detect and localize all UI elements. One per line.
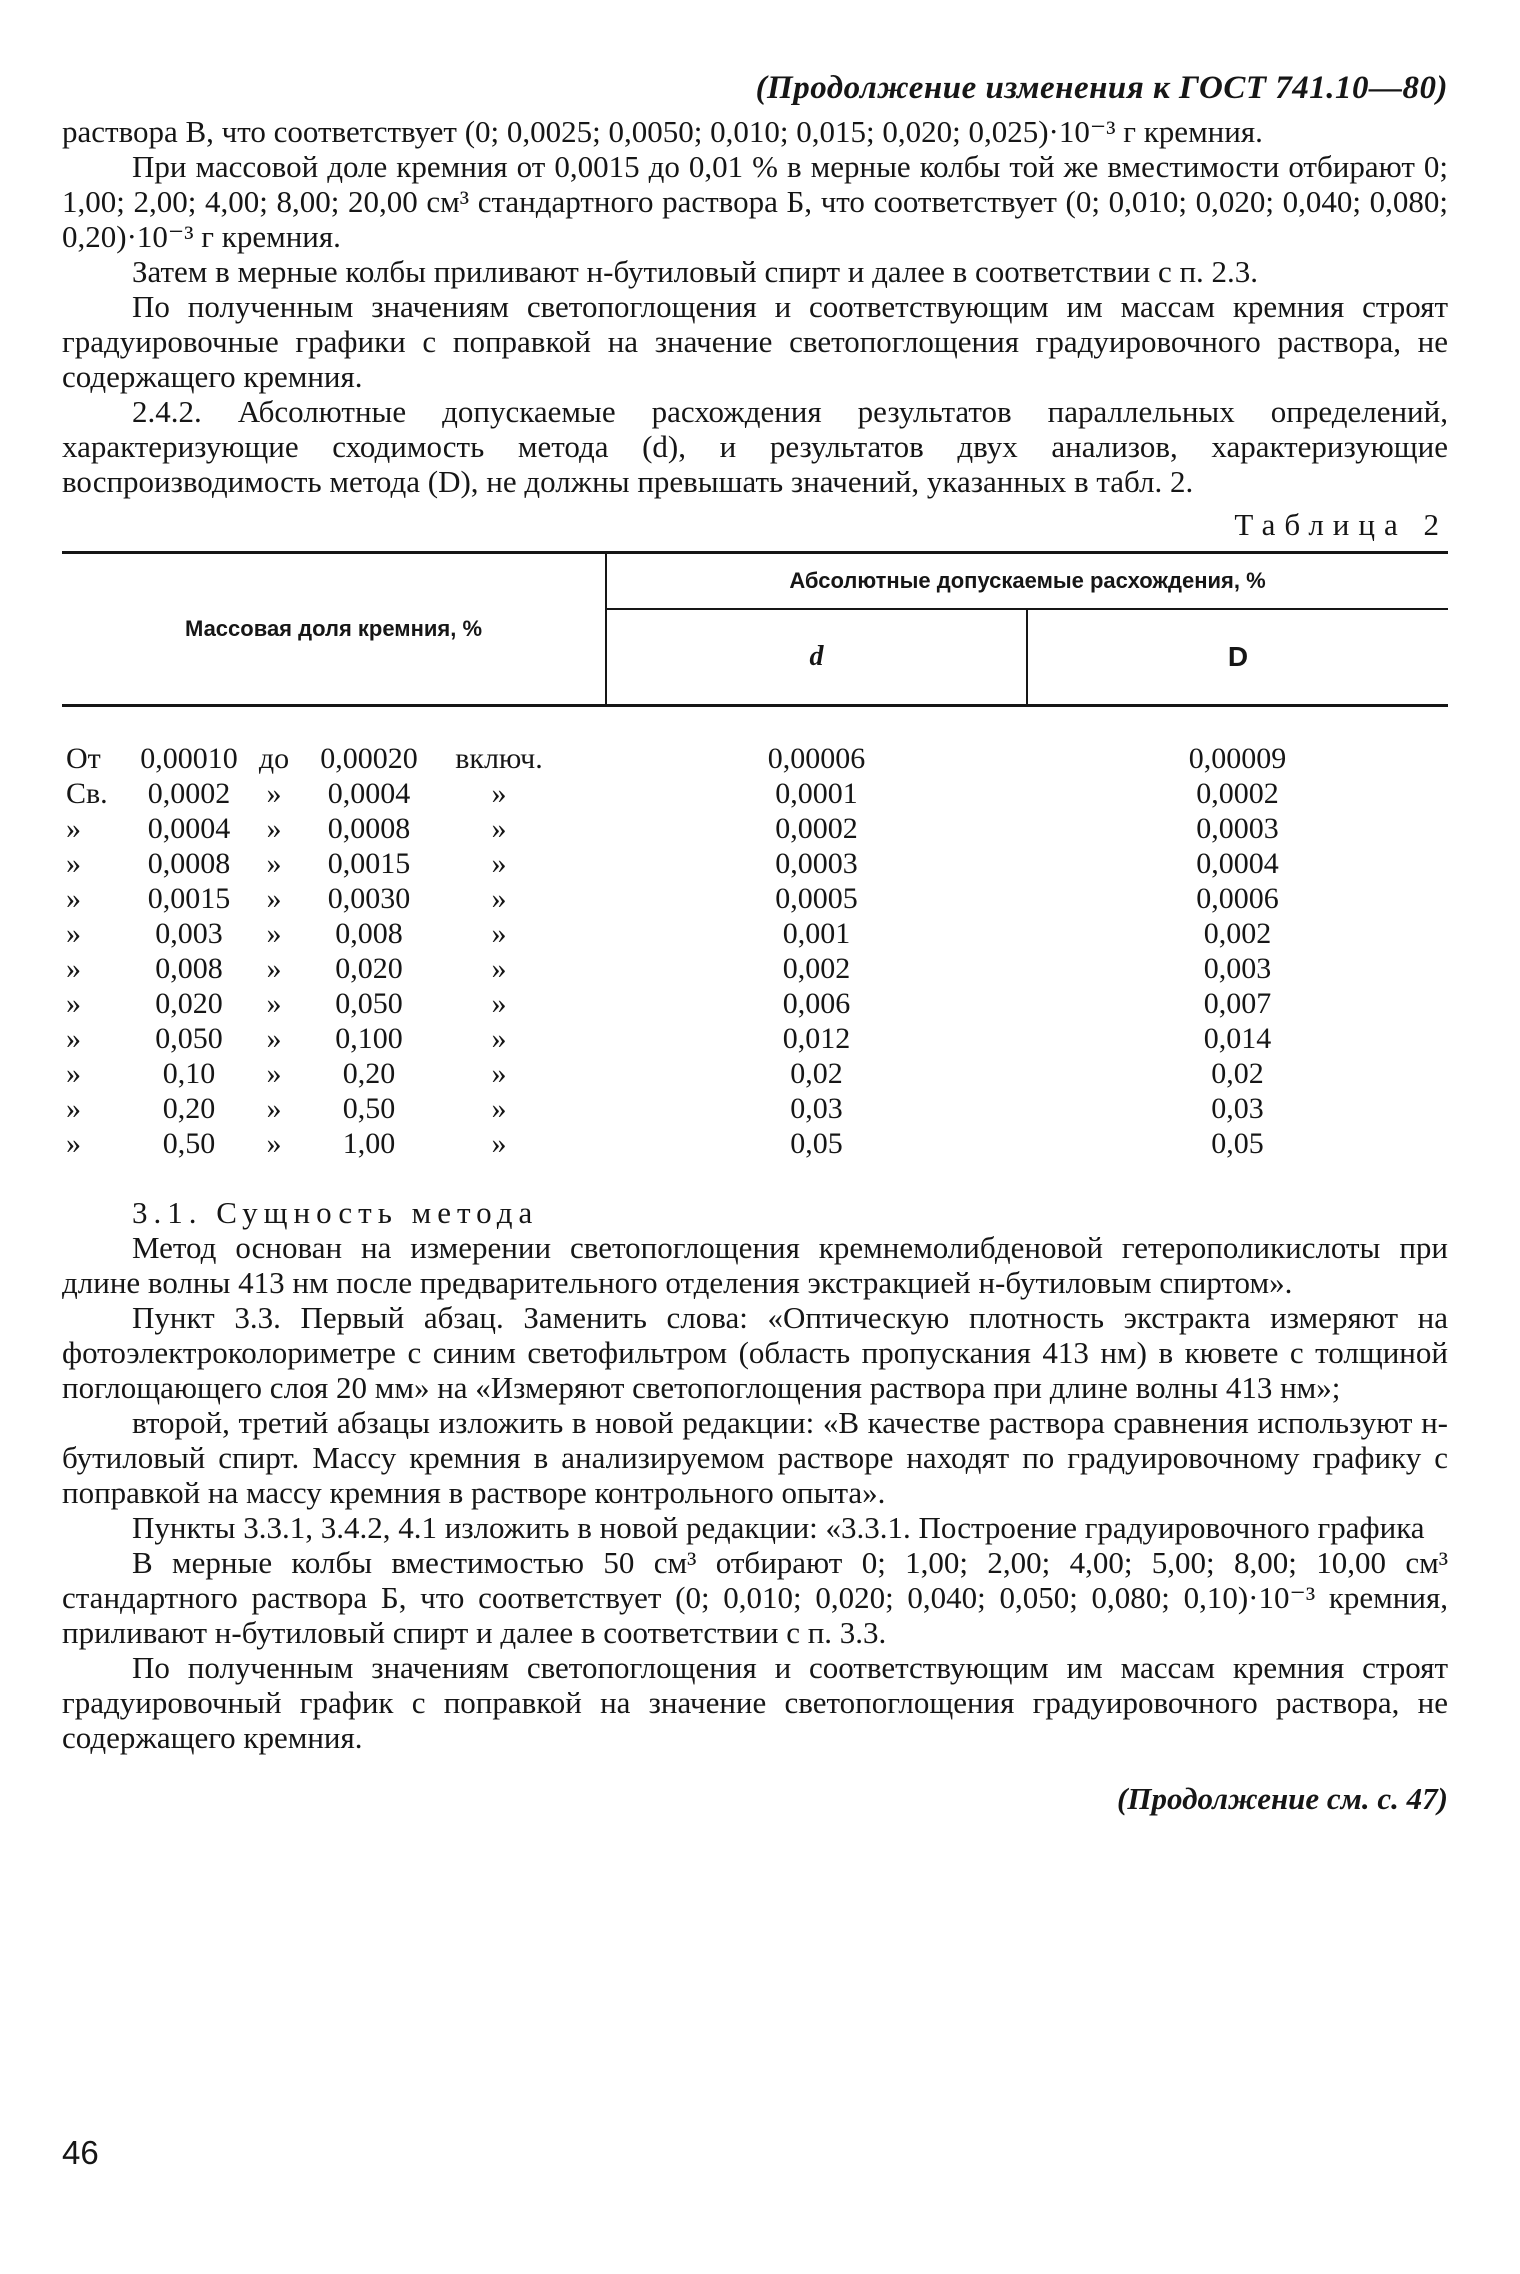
page-number: 46 bbox=[62, 2134, 99, 2171]
value-cell-d: 0,03 bbox=[790, 1092, 843, 1125]
range-part-e: 0,020 bbox=[335, 952, 403, 985]
paragraph-bottom-5: По полученным значениям светопоглощения и соответствующим им массам кремния строят градуировочный график с поправкой на значение светопоглощения градуировочного раствора, не содержащего кремния. bbox=[62, 1650, 1448, 1755]
range-part-c: » bbox=[266, 882, 282, 915]
range-part-f: » bbox=[491, 1127, 507, 1160]
mass-range-cell bbox=[62, 1126, 606, 1161]
tolerance-table bbox=[62, 551, 1448, 1161]
value-cell-d: 0,001 bbox=[782, 917, 851, 950]
range-part-a: » bbox=[66, 987, 81, 1020]
range-part-e: 0,050 bbox=[335, 987, 403, 1020]
table-row bbox=[62, 846, 1448, 881]
range-part-e: 0,008 bbox=[335, 917, 403, 950]
paragraph-top-2: Затем в мерные колбы приливают н-бутиловый спирт и далее в соответствии с п. 2.3. bbox=[132, 254, 1259, 289]
range-part-a: Св. bbox=[66, 777, 108, 810]
table-caption: Таблица 2 bbox=[1234, 507, 1448, 542]
range-part-b: 0,0004 bbox=[147, 812, 231, 845]
range-part-b: 0,0008 bbox=[147, 847, 231, 880]
section-title: 3.1. Сущность метода bbox=[132, 1195, 539, 1230]
range-part-f: » bbox=[491, 987, 507, 1020]
value-cell-D: 0,0006 bbox=[1196, 882, 1279, 915]
paragraph-top-4: 2.4.2. Абсолютные допускаемые расхождения результатов параллельных определений, характеризующие сходимость метода (d), и результатов двух анализов, характеризующие воспроизводимость метода (D), не должны превышать значений, указанных в табл. 2. bbox=[62, 394, 1448, 499]
range-part-c: » bbox=[266, 1127, 282, 1160]
mass-range-cell bbox=[62, 951, 606, 986]
range-part-c: » bbox=[266, 987, 282, 1020]
range-part-f: » bbox=[491, 1057, 507, 1090]
range-part-e: 0,0008 bbox=[327, 812, 411, 845]
range-part-a: » bbox=[66, 1022, 81, 1055]
range-part-e: 0,0030 bbox=[327, 882, 411, 915]
range-part-f: » bbox=[491, 952, 507, 985]
range-part-f: » bbox=[491, 1022, 507, 1055]
range-part-b: 0,0015 bbox=[147, 882, 231, 915]
range-part-b: 0,50 bbox=[162, 1127, 216, 1160]
paragraph-bottom-3: Пункты 3.3.1, 3.4.2, 4.1 изложить в новой редакции: «3.3.1. Построение градуировочного графика bbox=[132, 1510, 1425, 1545]
paragraph-top-0: раствора В, что соответствует (0; 0,0025; 0,0050; 0,010; 0,015; 0,020; 0,025)·10⁻³ г кремния. bbox=[62, 114, 1263, 149]
mass-range-cell bbox=[62, 1091, 606, 1126]
range-part-b: 0,003 bbox=[155, 917, 223, 950]
mass-range-cell bbox=[62, 1056, 606, 1091]
continuation-header: (Продолжение изменения к ГОСТ 741.10—80) bbox=[755, 70, 1448, 106]
range-part-c: » bbox=[266, 1092, 282, 1125]
table-row bbox=[62, 881, 1448, 916]
table-row bbox=[62, 706, 1448, 777]
mass-range-cell bbox=[62, 846, 606, 881]
range-part-a: » bbox=[66, 847, 81, 880]
mass-range-cell bbox=[62, 986, 606, 1021]
range-part-f: » bbox=[491, 847, 507, 880]
range-part-f: » bbox=[491, 777, 507, 810]
paragraph-top-1: При массовой доле кремния от 0,0015 до 0,01 % в мерные колбы той же вместимости отбирают 0; 1,00; 2,00; 4,00; 8,00; 20,00 см³ стандартного раствора Б, что соответствует (0; 0,010; 0,020; 0,040; 0,080; 0,20)·10⁻³ г кремния. bbox=[62, 149, 1448, 254]
value-cell-d: 0,02 bbox=[790, 1057, 843, 1090]
paragraph-bottom-2: второй, третий абзацы изложить в новой редакции: «В качестве раствора сравнения используют н-бутиловый спирт. Массу кремния в анализируемом растворе находят по градуировочному графику с поправкой на массу кремния в растворе контрольного опыта». bbox=[62, 1405, 1448, 1510]
paragraph-top-3: По полученным значениям светопоглощения и соответствующим им массам кремния строят градуировочные графики с поправкой на значение светопоглощения градуировочного раствора, не содержащего кремния. bbox=[62, 289, 1448, 394]
continuation-footer: (Продолжение см. с. 47) bbox=[1117, 1781, 1448, 1816]
range-part-a: » bbox=[66, 812, 81, 845]
table-row bbox=[62, 916, 1448, 951]
range-part-f: » bbox=[491, 812, 507, 845]
column-header-D: D bbox=[1027, 609, 1448, 706]
range-part-c: » bbox=[266, 777, 282, 810]
range-part-a: » bbox=[66, 882, 81, 915]
value-cell-D: 0,00009 bbox=[1188, 742, 1287, 775]
document-page bbox=[62, 68, 1448, 1817]
range-part-c: » bbox=[266, 812, 282, 845]
range-part-a: » bbox=[66, 1092, 81, 1125]
table-row bbox=[62, 776, 1448, 811]
value-cell-d: 0,012 bbox=[782, 1022, 851, 1055]
value-cell-D: 0,003 bbox=[1203, 952, 1272, 985]
mass-range-cell bbox=[62, 1021, 606, 1056]
range-part-c: » bbox=[266, 1022, 282, 1055]
value-cell-D: 0,007 bbox=[1203, 987, 1272, 1020]
table-row bbox=[62, 951, 1448, 986]
mass-range-cell bbox=[62, 706, 606, 777]
range-part-f: » bbox=[491, 1092, 507, 1125]
value-cell-D: 0,02 bbox=[1211, 1057, 1264, 1090]
range-part-b: 0,20 bbox=[162, 1092, 216, 1125]
value-cell-d: 0,05 bbox=[790, 1127, 843, 1160]
value-cell-D: 0,0004 bbox=[1196, 847, 1279, 880]
column-header-mass: Массовая доля кремния, % bbox=[62, 553, 606, 706]
range-part-b: 0,0002 bbox=[147, 777, 231, 810]
value-cell-d: 0,0001 bbox=[775, 777, 858, 810]
range-part-a: » bbox=[66, 917, 81, 950]
paragraph-bottom-1: Пункт 3.3. Первый абзац. Заменить слова: «Оптическую плотность экстракта измеряют на фотоэлектроколориметре с синим светофильтром (область пропускания 413 нм) в кювете с толщиной поглощающего слоя 20 мм» на «Измеряют светопоглощения раствора при длине волны 413 нм»; bbox=[62, 1300, 1448, 1405]
table-row bbox=[62, 1056, 1448, 1091]
table-body bbox=[62, 706, 1448, 1162]
mass-range-cell bbox=[62, 916, 606, 951]
value-cell-d: 0,002 bbox=[782, 952, 851, 985]
value-cell-D: 0,03 bbox=[1211, 1092, 1264, 1125]
range-part-f: » bbox=[491, 917, 507, 950]
range-part-b: 0,020 bbox=[155, 987, 223, 1020]
value-cell-d: 0,0002 bbox=[775, 812, 858, 845]
mass-range-cell bbox=[62, 776, 606, 811]
mass-range-cell bbox=[62, 811, 606, 846]
paragraph-bottom-0: Метод основан на измерении светопоглощения кремнемолибденовой гетерополикислоты при длине волны 413 нм после предварительного отделения экстракцией н-бутиловым спиртом». bbox=[62, 1230, 1448, 1300]
value-cell-D: 0,05 bbox=[1211, 1127, 1264, 1160]
table-row bbox=[62, 986, 1448, 1021]
range-part-e: 0,0004 bbox=[327, 777, 411, 810]
column-header-group: Абсолютные допускаемые расхождения, % bbox=[606, 553, 1448, 610]
value-cell-D: 0,014 bbox=[1203, 1022, 1272, 1055]
range-part-e: 1,00 bbox=[342, 1127, 396, 1160]
range-part-a: От bbox=[66, 742, 101, 775]
range-part-e: 0,0015 bbox=[327, 847, 411, 880]
range-part-f: включ. bbox=[455, 742, 543, 775]
value-cell-d: 0,0005 bbox=[775, 882, 858, 915]
mass-range-cell bbox=[62, 881, 606, 916]
range-part-e: 0,00020 bbox=[320, 742, 418, 775]
range-part-c: до bbox=[258, 742, 290, 775]
range-part-b: 0,00010 bbox=[140, 742, 238, 775]
range-part-a: » bbox=[66, 1127, 81, 1160]
value-cell-D: 0,0003 bbox=[1196, 812, 1279, 845]
paragraph-bottom-4: В мерные колбы вместимостью 50 см³ отбирают 0; 1,00; 2,00; 4,00; 5,00; 8,00; 10,00 см³ стандартного раствора Б, что соответствует (0; 0,010; 0,020; 0,040; 0,050; 0,080; 0,10)·10⁻³ кремния, приливают н-бутиловый спирт и далее в соответствии с п. 3.3. bbox=[62, 1545, 1448, 1650]
value-cell-d: 0,006 bbox=[782, 987, 851, 1020]
range-part-e: 0,20 bbox=[342, 1057, 396, 1090]
column-header-d: d bbox=[606, 609, 1027, 706]
range-part-c: » bbox=[266, 952, 282, 985]
table-row bbox=[62, 811, 1448, 846]
table-row bbox=[62, 1091, 1448, 1126]
range-part-f: » bbox=[491, 882, 507, 915]
range-part-b: 0,10 bbox=[162, 1057, 216, 1090]
range-part-c: » bbox=[266, 1057, 282, 1090]
range-part-e: 0,100 bbox=[335, 1022, 403, 1055]
value-cell-D: 0,0002 bbox=[1196, 777, 1279, 810]
range-part-b: 0,050 bbox=[155, 1022, 223, 1055]
range-part-a: » bbox=[66, 1057, 81, 1090]
table-row bbox=[62, 1126, 1448, 1161]
value-cell-d: 0,00006 bbox=[767, 742, 866, 775]
range-part-c: » bbox=[266, 917, 282, 950]
value-cell-d: 0,0003 bbox=[775, 847, 858, 880]
range-part-c: » bbox=[266, 847, 282, 880]
range-part-b: 0,008 bbox=[155, 952, 223, 985]
range-part-a: » bbox=[66, 952, 81, 985]
table-row bbox=[62, 1021, 1448, 1056]
range-part-e: 0,50 bbox=[342, 1092, 396, 1125]
value-cell-D: 0,002 bbox=[1203, 917, 1272, 950]
